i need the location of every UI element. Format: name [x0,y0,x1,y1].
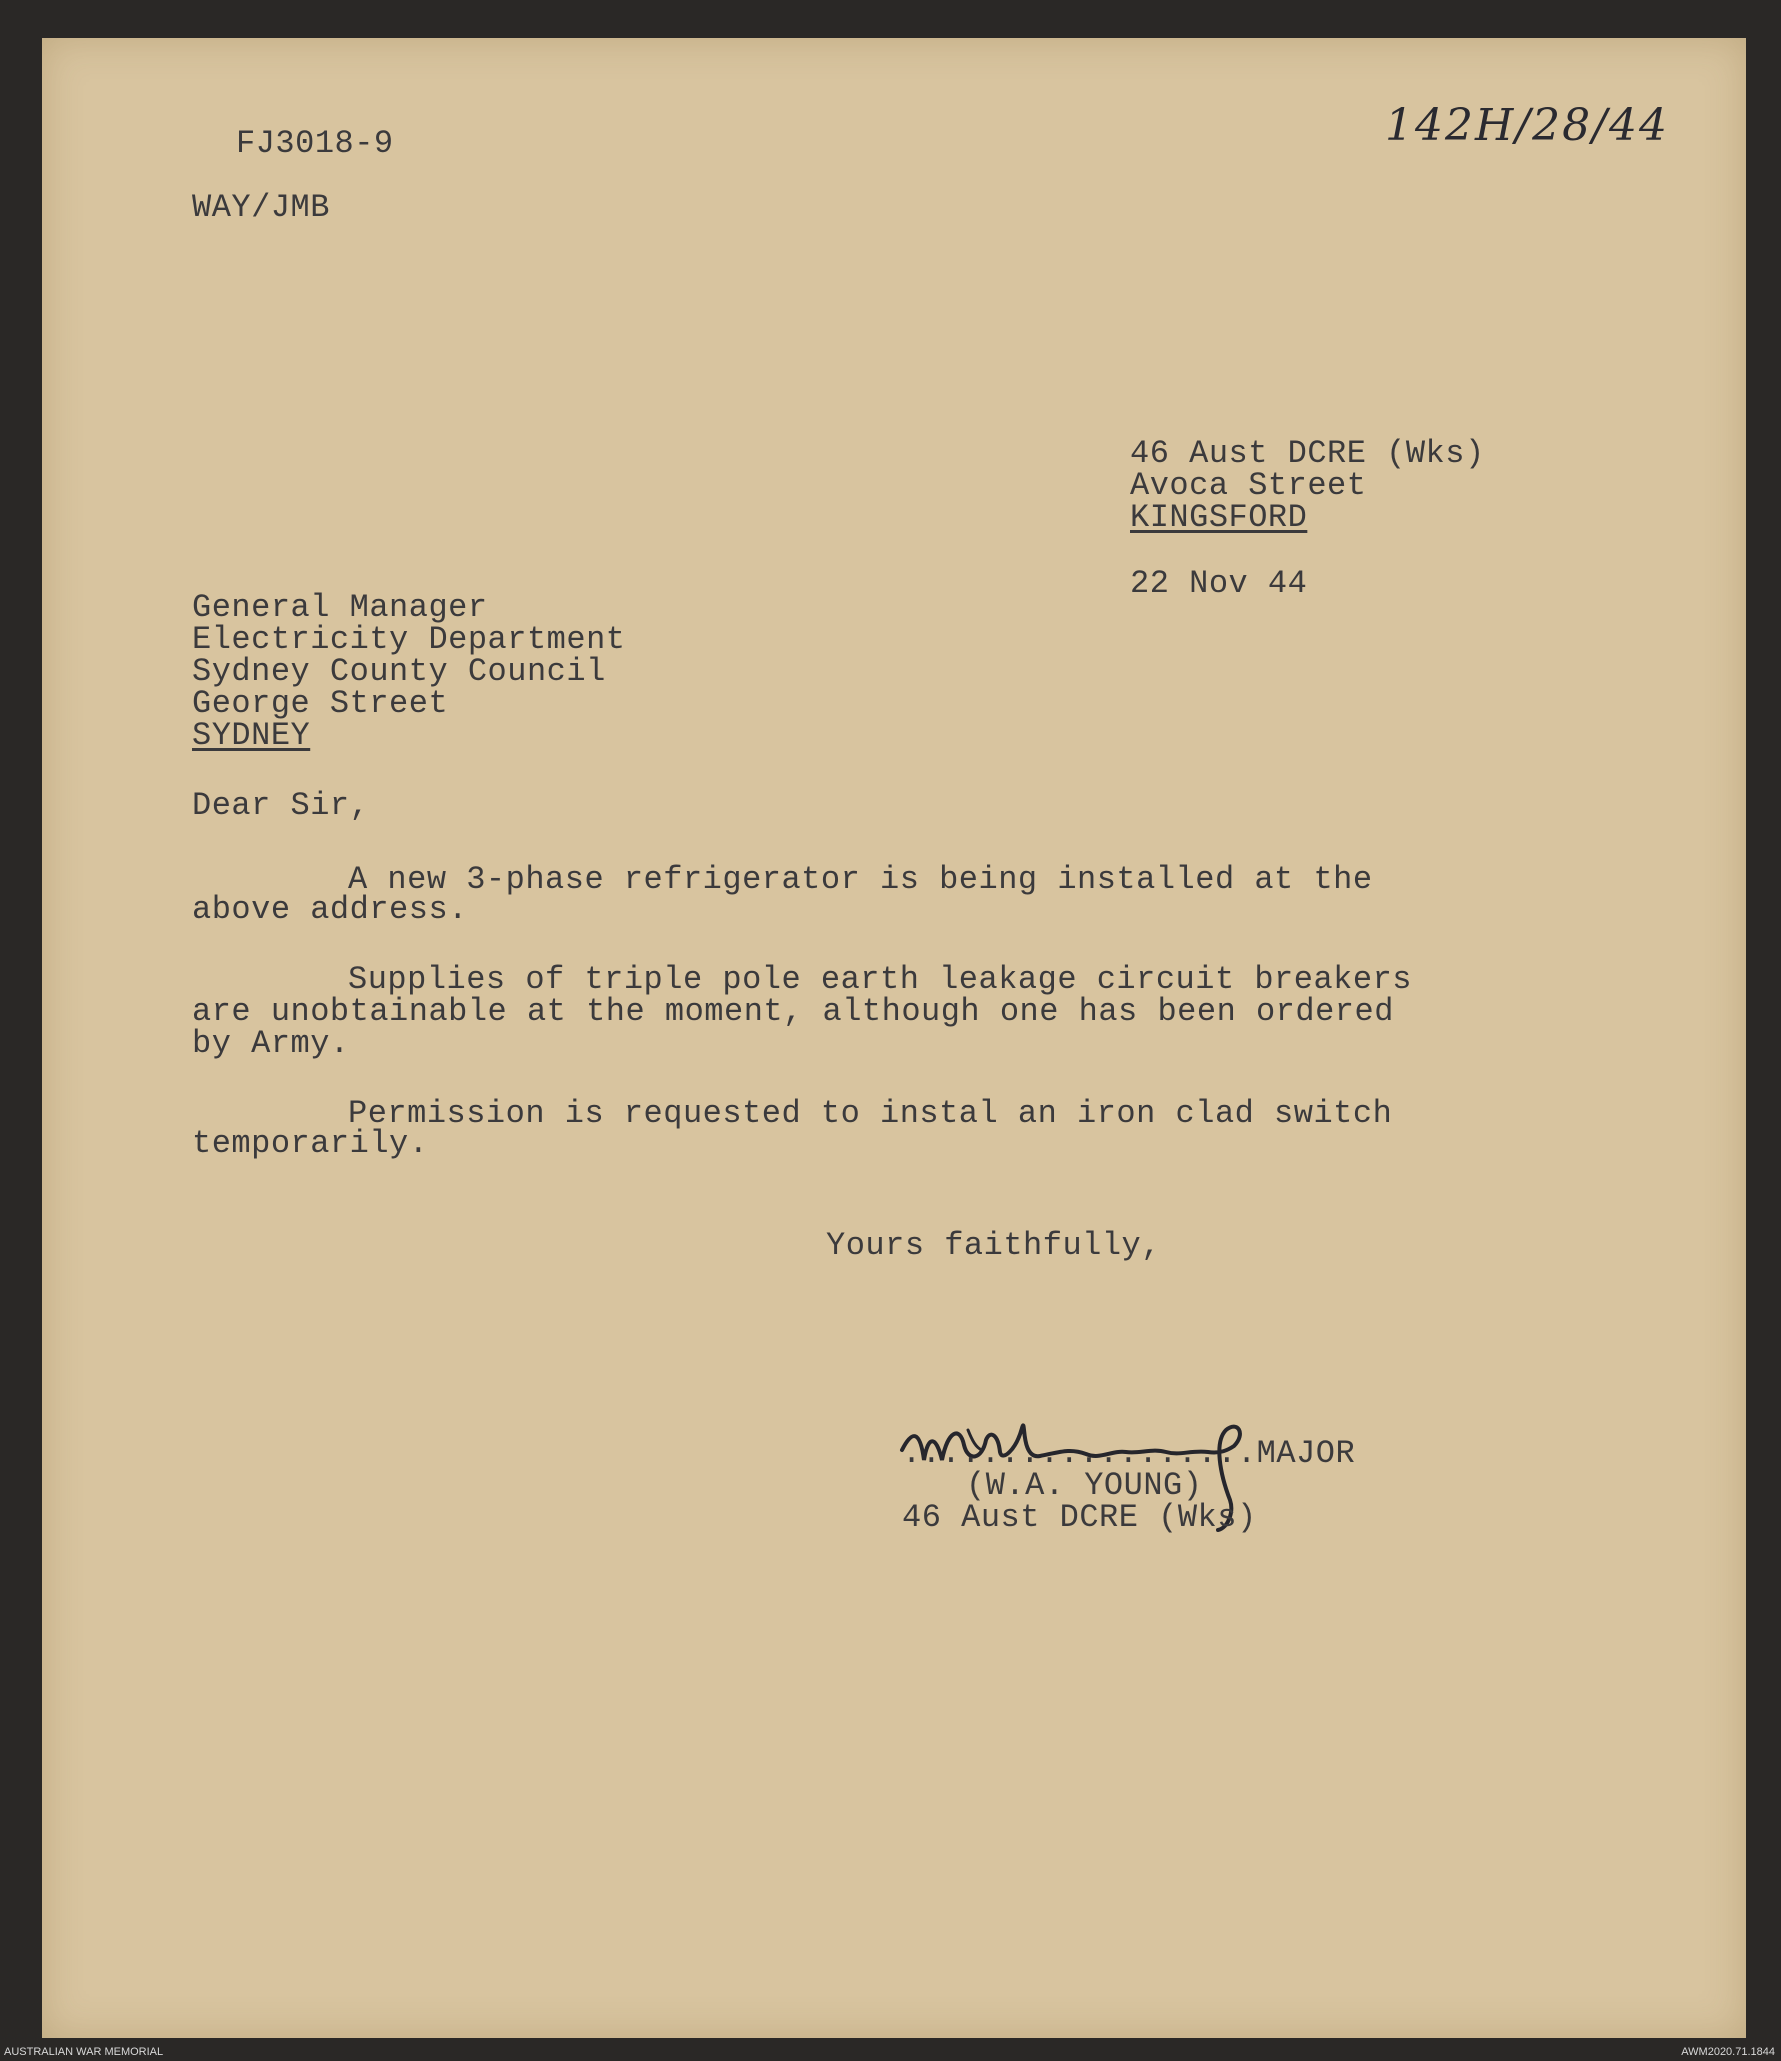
file-reference: FJ3018-9 [236,125,394,162]
paragraph-1-line-2: above address. [192,891,468,928]
typist-initials: WAY/JMB [192,189,330,226]
footer-institution: AUSTRALIAN WAR MEMORIAL [4,2046,164,2058]
paragraph-3-line-2: temporarily. [192,1125,429,1162]
paragraph-2-line-2: are unobtainable at the moment, although one has been ordered [192,993,1394,1030]
recipient-address-line-4: George Street [192,685,449,722]
closing: Yours faithfully, [826,1227,1161,1264]
signatory-name: (W.A. YOUNG) [966,1467,1203,1504]
recipient-address-line-5: SYDNEY [192,717,311,754]
sender-address-line-1: 46 Aust DCRE (Wks) [1130,435,1485,472]
signature-line: ..................MAJOR [902,1435,1356,1472]
signatory-unit: 46 Aust DCRE (Wks) [902,1499,1257,1536]
salutation: Dear Sir, [192,787,370,824]
sender-address-line-3: KINGSFORD [1130,499,1308,536]
sender-address-line-2: Avoca Street [1130,467,1367,504]
paragraph-3-line-1: Permission is requested to instal an iron clad switch [348,1095,1393,1132]
footer-accession-number: AWM2020.71.1844 [1681,2046,1775,2058]
paragraph-2-line-1: Supplies of triple pole earth leakage circuit breakers [348,961,1412,998]
paragraph-2-line-3: by Army. [192,1025,350,1062]
handwritten-reference: 142H/28/44 [1385,100,1669,151]
letter-date: 22 Nov 44 [1130,565,1308,602]
paragraph-1-line-1: A new 3-phase refrigerator is being installed at the [348,861,1373,898]
recipient-address-line-1: General Manager [192,589,488,626]
recipient-address-line-3: Sydney County Council [192,653,606,690]
recipient-address-line-2: Electricity Department [192,621,626,658]
